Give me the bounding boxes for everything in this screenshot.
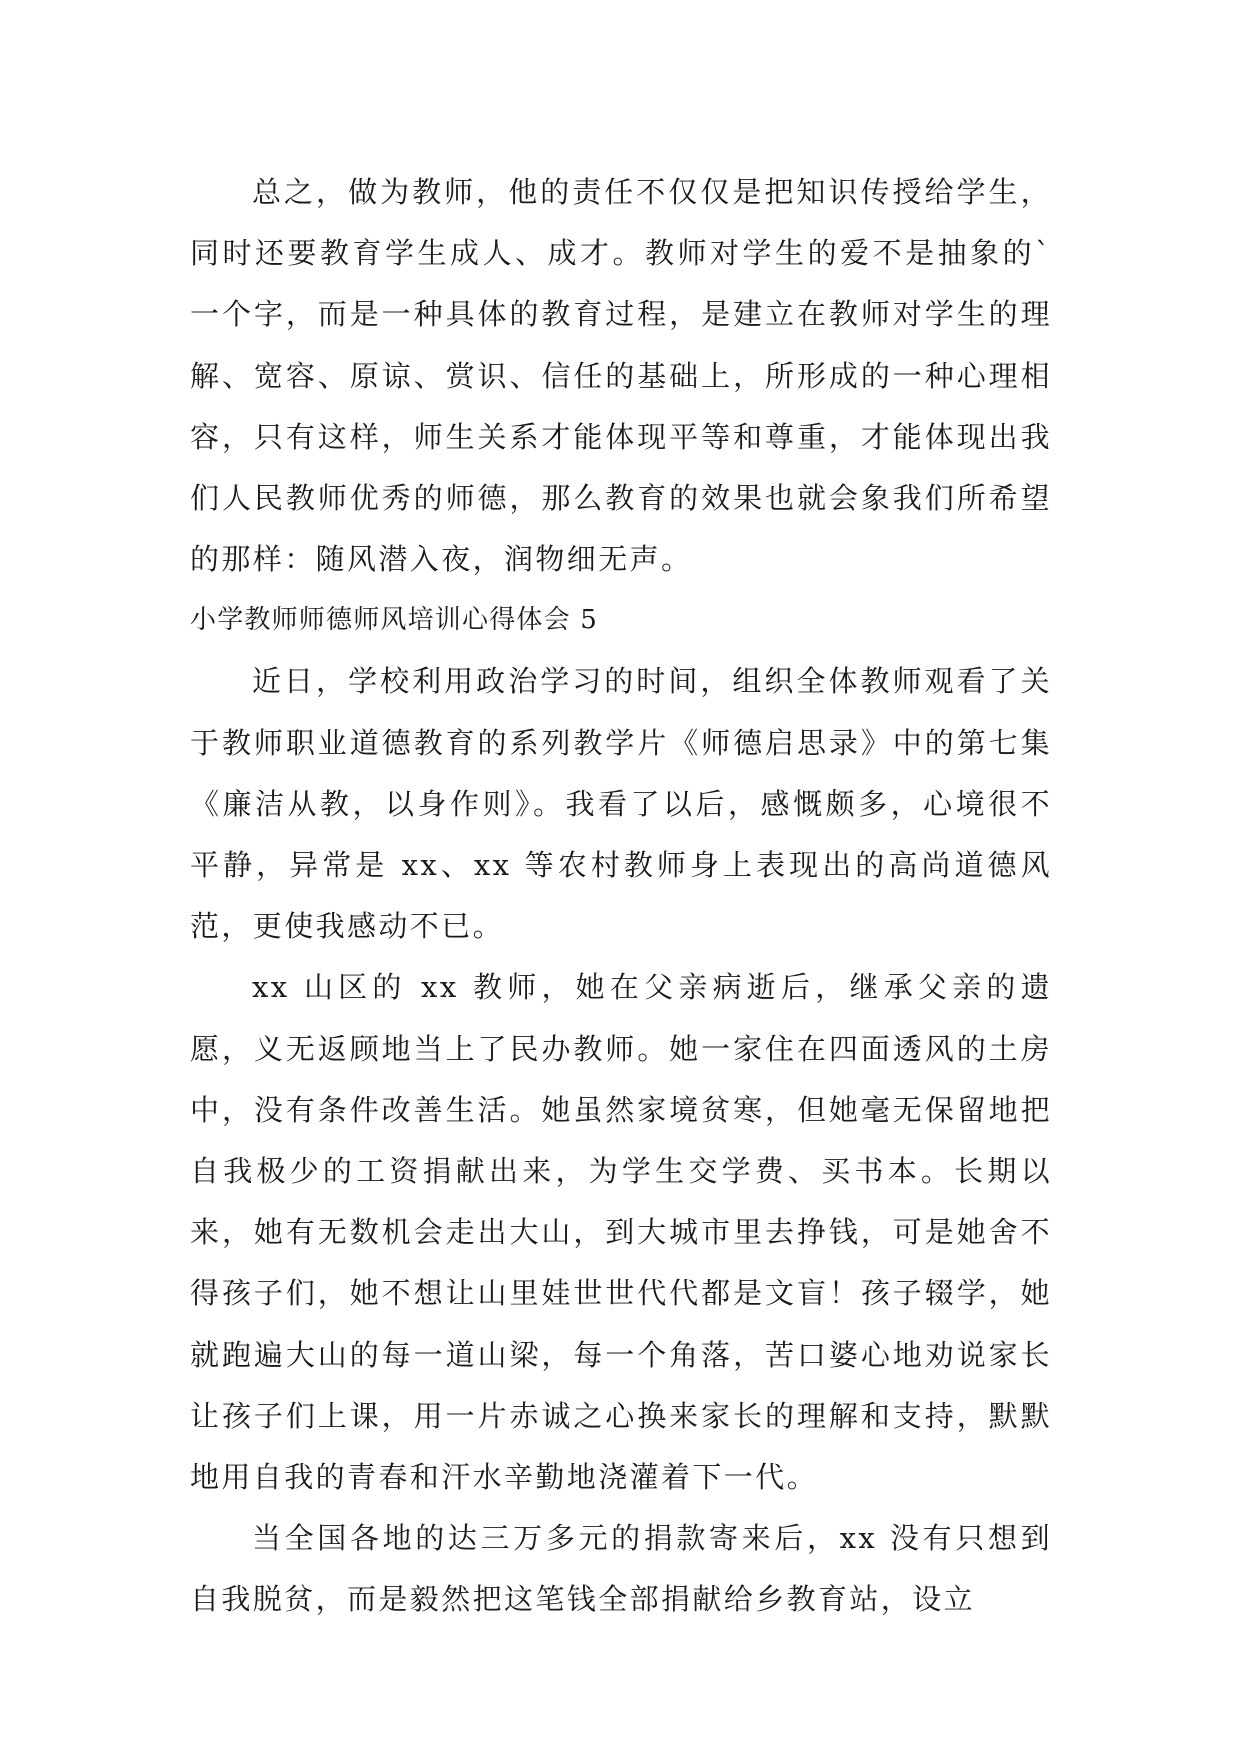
paragraph-conclusion: 总之，做为教师，他的责任不仅仅是把知识传授给学生，同时还要教育学生成人、成才。教师对学生的爱不是抽象的`一个字，而是一种具体的教育过程，是建立在教师对学生的理解、宽容、原谅、赏识、信任的基础上，所形成的一种心理相容，只有这样，师生关系才能体现平等和尊重，才能体现出我们人民教师优秀的师德，那么教育的效果也就会象我们所希望的那样：随风潜入夜，润物细无声。	[190, 175, 1052, 577]
paragraph-teacher-story: xx 山区的 xx 教师，她在父亲病逝后，继承父亲的遗愿，义无返顾地当上了民办教师。她一家住在四面透风的土房中，没有条件改善生活。她虽然家境贫寒，但她毫无保留地把自我极少的工资捐献出来，为学生交学费、买书本。长期以来，她有无数机会走出大山，到大城市里去挣钱，可是她舍不得孩子们，她不想让山里娃世世代代都是文盲！孩子辍学，她就跑遍大山的每一道山梁，每一个角落，苦口婆心地劝说家长让孩子们上课，用一片赤诚之心换来家长的理解和支持，默默地用自我的青春和汗水辛勤地浇灌着下一代。	[190, 970, 1052, 1495]
paragraph-intro: 近日，学校利用政治学习的时间，组织全体教师观看了关于教师职业道德教育的系列教学片《师德启思录》中的第七集《廉洁从教，以身作则》。我看了以后，感慨颇多，心境很不平静，异常是 xx、xx 等农村教师身上表现出的高尚道德风范，更使我感动不已。	[190, 664, 1052, 944]
paragraph-donation: 当全国各地的达三万多元的捐款寄来后，xx 没有只想到自我脱贫，而是毅然把这笔钱全部捐献给乡教育站，设立	[190, 1521, 1052, 1617]
document-body	[190, 162, 1052, 1631]
section-title: 小学教师师德师风培训心得体会 5	[190, 605, 599, 636]
